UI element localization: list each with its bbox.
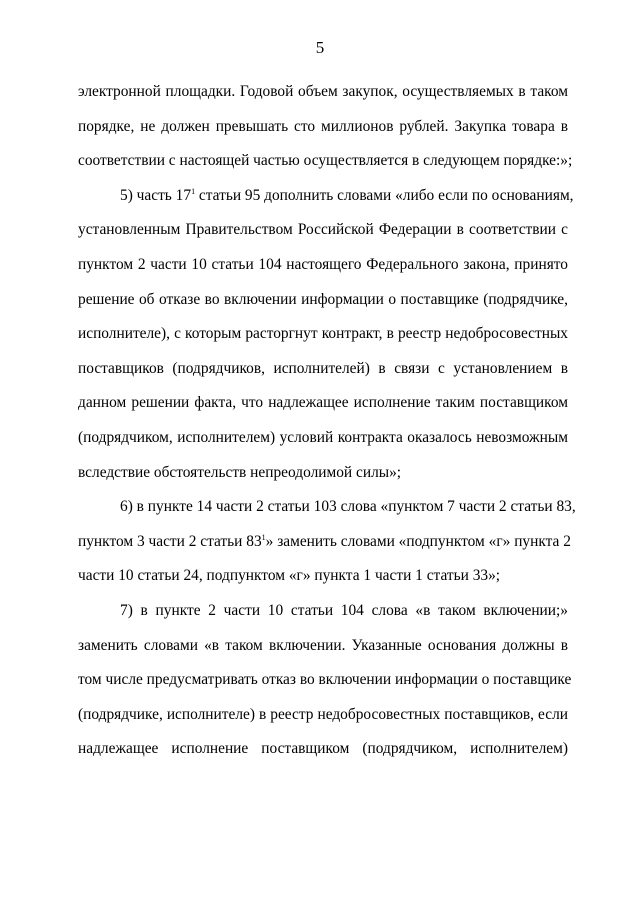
text-line: надлежащее исполнение поставщиком (подрядчиком, исполнителем) xyxy=(78,740,568,758)
text-fragment: статьи 95 дополнить словами «либо если по основаниям, xyxy=(195,186,574,204)
page-number: 5 xyxy=(315,38,325,57)
text-line xyxy=(78,525,571,560)
text-line: (подрядчиком, исполнителем) условий контракта оказалось невозможным xyxy=(78,428,568,446)
text-line: данном решении факта, что надлежащее исполнение таким поставщиком xyxy=(78,394,568,412)
text-line: установленным Правительством Российской Федерации в соответствии с xyxy=(78,221,568,239)
text-line xyxy=(78,179,574,214)
text-fragment: 5) часть 17 xyxy=(120,186,192,204)
text-line: электронной площадки. Годовой объем закупок, осуществляемых в таком xyxy=(78,83,568,100)
text-line: том числе предусматривать отказ во включении информации о поставщике xyxy=(78,671,572,689)
text-line: заменить словами «в таком включении. Указанные основания должны в xyxy=(78,636,568,654)
superscript: 1 xyxy=(191,186,196,196)
text-line: поставщиков (подрядчиков, исполнителей) в связи с установлением в xyxy=(78,359,568,377)
text-line: вследствие обстоятельств непреодолимой силы»; xyxy=(78,463,402,481)
superscript: 1 xyxy=(261,532,266,542)
document-body xyxy=(78,75,576,767)
text-fragment: пунктом 3 части 2 статьи 83 xyxy=(78,532,262,550)
text-line: порядке, не должен превышать сто миллионов рублей. Закупка товара в xyxy=(78,117,568,135)
text-line: (подрядчике, исполнителе) в реестр недобросовестных поставщиков, если xyxy=(78,705,568,723)
text-line: пунктом 2 части 10 статьи 104 настоящего Федерального закона, принято xyxy=(78,255,568,273)
text-line: 7) в пункте 2 части 10 статьи 104 слова «в таком включении;» xyxy=(120,601,568,619)
text-line: соответствии с настоящей частью осуществляется в следующем порядке:»; xyxy=(78,152,573,170)
text-line: исполнителе), с которым расторгнут контракт, в реестр недобросовестных xyxy=(78,325,568,343)
text-line: решение об отказе во включении информации о поставщике (подрядчике, xyxy=(78,290,568,308)
text-line: 6) в пункте 14 части 2 статьи 103 слова «пунктом 7 части 2 статьи 83, xyxy=(120,498,576,516)
text-fragment: » заменить словами «подпунктом «г» пункта 2 xyxy=(265,532,571,550)
text-line: части 10 статьи 24, подпунктом «г» пункта 1 части 1 статьи 33»; xyxy=(78,567,501,585)
